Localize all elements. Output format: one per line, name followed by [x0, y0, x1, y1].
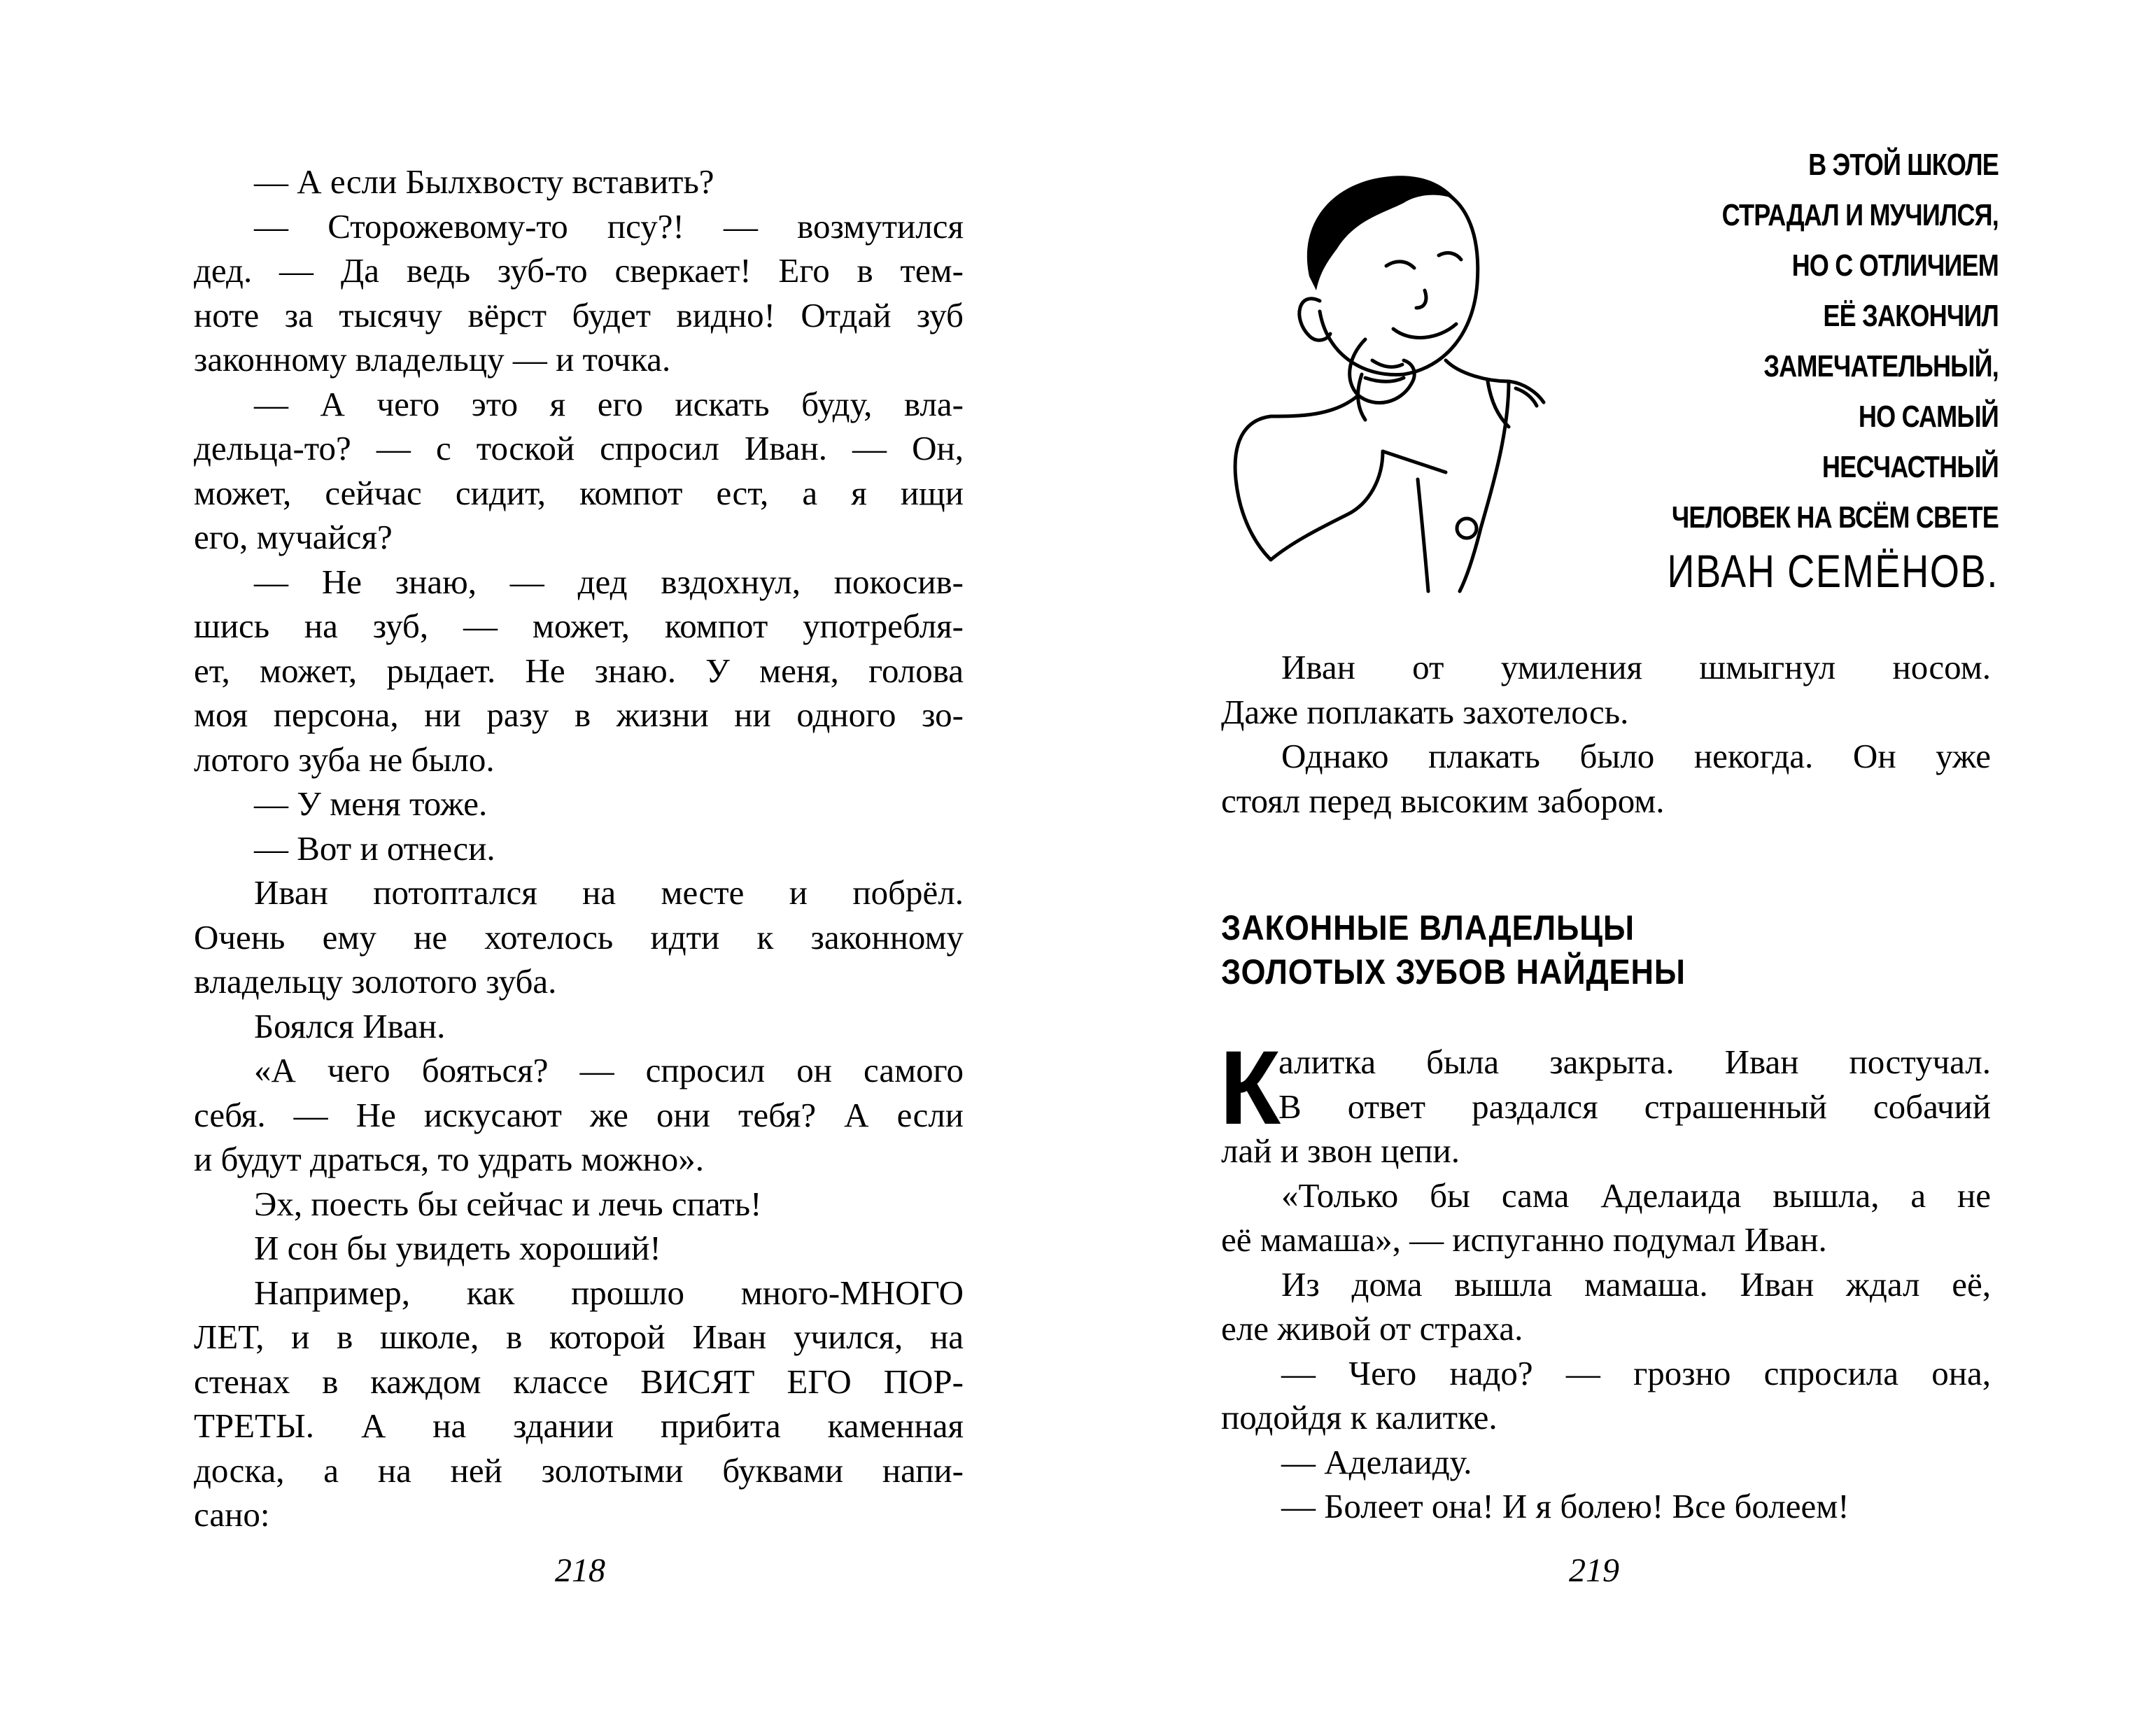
plaque-line: В ЭТОЙ ШКОЛЕ [1808, 148, 1999, 182]
left-page-text [194, 160, 964, 1537]
text-line: стенах в каждом классе ВИСЯТ ЕГО ПОР- [194, 1362, 964, 1401]
text-line: дед. — Да ведь зуб-то сверкает! Его в тем- [194, 251, 964, 290]
text-line: Эх, поесть бы сейчас и лечь спать! [254, 1184, 762, 1223]
text-line: ТРЕТЫ. А на здании прибита каменная [194, 1406, 964, 1445]
text-line: ноте за тысячу вёрст будет видно! Отдай зуб [194, 295, 964, 334]
right-page [1075, 0, 2149, 1736]
text-line: Однако плакать было некогда. Он уже [1281, 737, 1991, 775]
text-line: — Вот и отнеси. [254, 828, 495, 868]
text-line: сано: [194, 1495, 270, 1534]
text-line: её мамаша», — испуганно подумал Иван. [1221, 1220, 1827, 1259]
text-line: может, сейчас сидит, компот ест, а я ищи [194, 473, 964, 512]
text-line: еле живой от страха. [1221, 1309, 1523, 1348]
text-line: шись на зуб, — может, компот употребля- [194, 607, 964, 645]
text-line: стоял перед высоким забором. [1221, 781, 1665, 820]
chapter-title-line: ЗОЛОТЫХ ЗУБОВ НАЙДЕНЫ [1221, 952, 1686, 992]
plaque-name: ИВАН СЕМЁНОВ. [1667, 545, 1999, 597]
plaque-line: НО С ОТЛИЧИЕМ [1791, 248, 1999, 283]
plaque-line: ЕЁ ЗАКОНЧИЛ [1823, 299, 1999, 333]
right-page-text-bottom [1220, 1029, 1991, 1529]
text-line: и будут драться, то удрать можно». [194, 1140, 704, 1178]
plaque-line: СТРАДАЛ И МУЧИЛСЯ, [1721, 198, 1999, 232]
plaque-line: НО САМЫЙ [1858, 400, 1999, 434]
text-line: — Сторожевому-то псу?! — возмутился [254, 206, 964, 246]
text-line: И сон бы увидеть хороший! [254, 1229, 661, 1267]
plaque-line: НЕСЧАСТНЫЙ [1822, 450, 1999, 484]
text-line: владельцу золотого зуба. [194, 962, 557, 1001]
text-line: алитка была закрыта. Иван постучал. [1278, 1043, 1991, 1081]
text-line: лай и звон цепи. [1221, 1131, 1460, 1170]
text-line: Иван потоптался на месте и побрёл. [254, 873, 964, 912]
text-line: доска, а на ней золотыми буквами напи- [194, 1451, 964, 1490]
page-number: 218 [555, 1552, 605, 1589]
plaque-line: ЧЕЛОВЕК НА ВСЁМ СВЕТЕ [1671, 500, 1999, 535]
text-line: «Только бы сама Аделаида вышла, а не [1281, 1176, 1991, 1215]
text-line: Даже поплакать захотелось. [1221, 692, 1629, 731]
text-line: ет, может, рыдает. Не знаю. У меня, голова [194, 651, 964, 690]
text-line: Очень ему не хотелось идти к законному [194, 917, 964, 957]
text-line: — Аделаиду. [1281, 1442, 1472, 1481]
right-page-text-top [1221, 645, 1991, 823]
text-line: себя. — Не искусают же они тебя? А если [194, 1095, 964, 1134]
left-page [0, 0, 1074, 1736]
chapter-title [1221, 906, 1851, 994]
text-line: «А чего бояться? — спросил он самого [254, 1051, 964, 1089]
page-number: 219 [1569, 1552, 1619, 1589]
plaque-inscription [1539, 140, 1999, 599]
text-line: Например, как прошло много-МНОГО [254, 1273, 964, 1312]
text-line: законному владельцу — и точка. [194, 340, 671, 379]
text-line: подойдя к калитке. [1221, 1398, 1498, 1437]
text-line: его, мучайся? [194, 518, 393, 556]
text-line: — Не знаю, — дед вздохнул, покосив- [254, 562, 964, 601]
text-line: моя персона, ни разу в жизни ни одного зо- [194, 696, 964, 734]
chapter-title-line: ЗАКОННЫЕ ВЛАДЕЛЬЦЫ [1221, 908, 1635, 947]
text-line: — А чего это я его искать буду, вла- [254, 384, 964, 423]
text-line: — Болеет она! И я болею! Все болеем! [1281, 1487, 1849, 1525]
drop-cap: К [1220, 1029, 1277, 1146]
text-line: — А если Былхвосту вставить? [254, 162, 714, 201]
text-line: — У меня тоже. [254, 784, 488, 823]
text-line: Из дома вышла мамаша. Иван ждал её, [1281, 1264, 1991, 1304]
plaque-line: ЗАМЕЧАТЕЛЬНЫЙ, [1763, 349, 1999, 383]
text-line: дельца-то? — с тоской спросил Иван. — Он, [194, 429, 964, 467]
text-line: — Чего надо? — грозно спросила она, [1281, 1353, 1991, 1392]
text-line: лотого зуба не было. [194, 740, 495, 779]
text-line: Иван от умиления шмыгнул носом. [1281, 648, 1991, 686]
text-line: В ответ раздался страшенный собачий [1278, 1087, 1991, 1126]
text-line: Боялся Иван. [254, 1006, 446, 1045]
text-line: ЛЕТ, и в школе, в которой Иван учился, на [194, 1318, 964, 1356]
